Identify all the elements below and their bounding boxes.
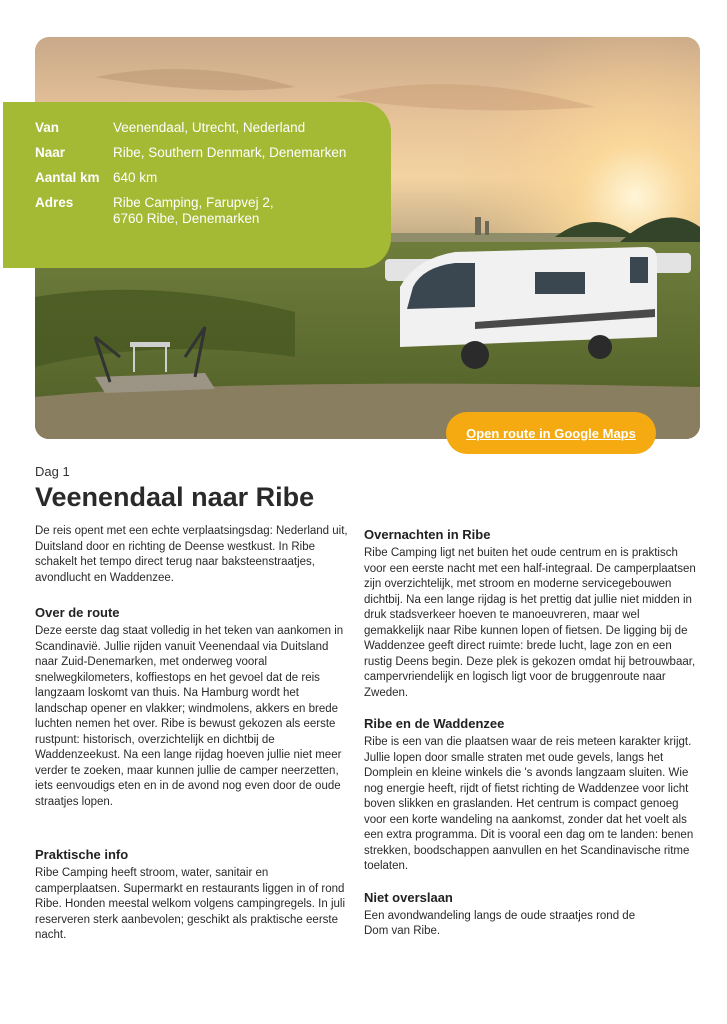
page-title: Veenendaal naar Ribe xyxy=(35,482,315,512)
info-value: Ribe Camping, Farupvej 2, 6760 Ribe, Denemarken xyxy=(113,195,274,226)
overnight-text: Ribe Camping ligt net buiten het oude centrum en is praktisch voor een eerste nacht met een half-integraal. De camperplaatsen zijn overzichtelijk, met stroom en moderne servicegebouwen dichtbij. Na een lange rijdag is het prettig dat jullie niet midden in druk stadsverkeer hoeven te manoeuvreren, maar wel gemakkelijk naar Ribe kunnen lopen of fietsen. De ligging bij de Waddenzee geeft direct ruimte: brede lucht, lage zon en een rustig Deens begin. Deze plek is gekozen omdat hij betrouwbaar, campervriendelijk en logisch ligt voor de bruggenroute naar Zweden. xyxy=(364,547,696,699)
practical-text: Ribe Camping heeft stroom, water, sanitair en camperplaatsen. Supermarkt en restaurants liggen in of rond Ribe. Honden meestal welkom volgens campingregels. In juli reserveren sterk aanbevolen; geschikt als praktische eerste nacht. xyxy=(35,867,346,941)
info-key: Naar xyxy=(35,145,66,160)
route-heading: Over de route xyxy=(35,605,120,620)
right-column xyxy=(364,526,702,940)
wadden-text: Ribe is een van die plaatsen waar de reis meteen karakter krijgt. Jullie lopen door smalle straten met oude gevels, langs het Domplein en kleine winkels die 's avonds langzaam sluiten. Wie nog energie heeft, rijdt of fietst richting de Waddenzee voor licht boven slikken en graslanden. Het centrum is compact genoeg voor een korte wandeling na aankomst, zonder dat het voelt als een extra programma. Dit is vooral een dag om te landen: benen strekken, boodschappen aanvullen en het Scandinavische ritme toelaten. xyxy=(364,736,694,872)
overnight-heading: Overnachten in Ribe xyxy=(364,527,491,542)
not-miss-text: Een avondwandeling langs de oude straatjes rond de Dom van Ribe. xyxy=(364,909,636,937)
info-row-distance xyxy=(35,170,391,186)
info-value: Veenendaal, Utrecht, Nederland xyxy=(113,120,306,135)
info-value: Ribe, Southern Denmark, Denemarken xyxy=(113,145,347,160)
info-key: Van xyxy=(35,120,60,135)
day-label: Dag 1 xyxy=(35,464,70,479)
left-column xyxy=(35,524,351,944)
practical-heading: Praktische info xyxy=(35,847,129,862)
not-miss-heading: Niet overslaan xyxy=(364,889,453,905)
open-google-maps-button[interactable]: Open route in Google Maps xyxy=(446,412,656,454)
info-value: 640 km xyxy=(113,170,158,185)
info-row-to xyxy=(35,145,391,161)
trip-info-panel xyxy=(3,102,391,268)
info-row-address xyxy=(35,195,391,227)
wadden-heading: Ribe en de Waddenzee xyxy=(364,716,505,731)
info-key: Adres xyxy=(35,195,74,210)
route-text: Deze eerste dag staat volledig in het teken van aankomen in Scandinavië. Jullie rijden vanuit Veenendaal via Duitsland naar Zuid-Denemarken, met onderweg vooral snelwegkilometers, koffiestops en het gevoel dat de reis langzaam loskomt van thuis. Na Hamburg wordt het landschap opener en vlakker; windmolens, akkers en brede luchten nemen het over. Ribe is bewust gekozen als eerste rustpunt: historisch, overzichtelijk en dichtbij de Waddenzeekust. Na een lange rijdag hoeven jullie niet meer verder te zoeken, maar kunnen jullie de camper neerzetten, iets eenvoudigs eten en in de avond nog even door de oude straatjes lopen. xyxy=(35,625,344,808)
intro-text: De reis opent met een echte verplaatsingsdag: Nederland uit, Duitsland door en richting de Deense westkust. In Ribe schakelt het tempo direct terug naar baksteenstraatjes, avondlucht en Waddenzee. xyxy=(35,525,348,584)
info-key: Aantal km xyxy=(35,170,100,185)
info-row-from xyxy=(35,120,391,136)
